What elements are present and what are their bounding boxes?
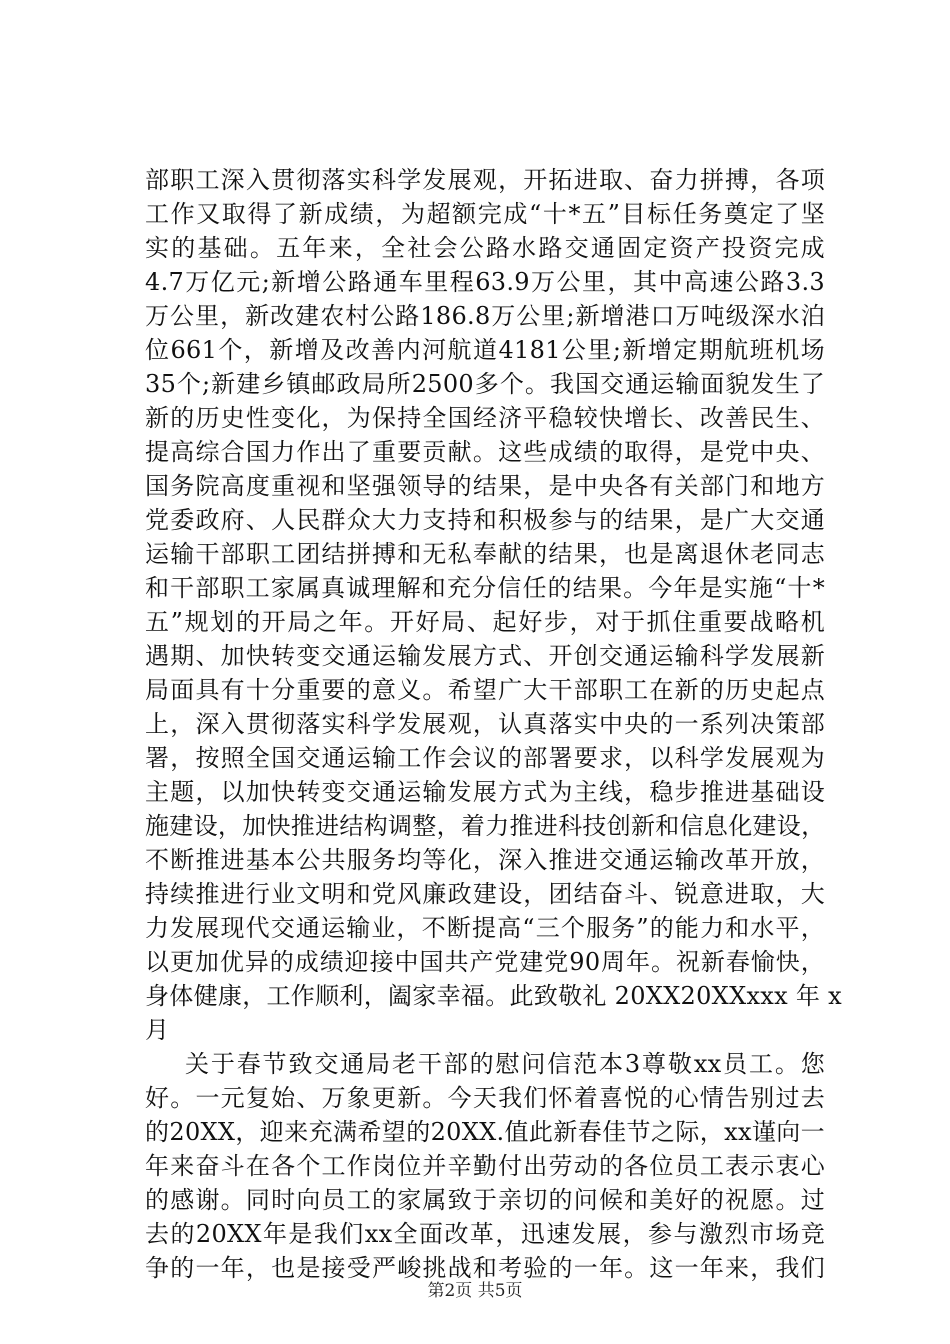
- text-line: 上，深入贯彻落实科学发展观，认真落实中央的一系列决策部: [145, 710, 825, 738]
- text-line: 局面具有十分重要的意义。希望广大干部职工在新的历史起点: [145, 676, 825, 704]
- text-line: 工作又取得了新成绩，为超额完成“十*五”目标任务奠定了坚: [145, 200, 825, 228]
- page-number: 第2页 共5页: [427, 1281, 523, 1301]
- text-line: 争的一年，也是接受严峻挑战和考验的一年。这一年来，我们: [145, 1254, 825, 1282]
- text-line: 实的基础。五年来，全社会公路水路交通固定资产投资完成: [145, 234, 825, 262]
- text-line: 不断推进基本公共服务均等化，深入推进交通运输改革开放，: [145, 846, 825, 874]
- text-line: 关于春节致交通局老干部的慰问信范本3尊敬xx员工。您: [185, 1050, 825, 1078]
- text-line: 国务院高度重视和坚强领导的结果，是中央各有关部门和地方: [145, 472, 825, 500]
- text-line: 身体健康，工作顺利，阖家幸福。此致敬礼 20XX20XXxxx 年 x: [145, 982, 842, 1010]
- text-line: 署，按照全国交通运输工作会议的部署要求，以科学发展观为: [145, 744, 825, 772]
- text-line: 运输干部职工团结拼搏和无私奉献的结果，也是离退休老同志: [145, 540, 825, 568]
- text-line: 新的历史性变化，为保持全国经济平稳较快增长、改善民生、: [145, 404, 825, 432]
- text-line: 五”规划的开局之年。开好局、起好步，对于抓住重要战略机: [145, 608, 825, 636]
- text-line: 持续推进行业文明和党风廉政建设，团结奋斗、锐意进取，大: [145, 880, 825, 908]
- text-line: 万公里，新改建农村公路186.8万公里;新增港口万吨级深水泊: [145, 302, 825, 330]
- text-line: 主题，以加快转变交通运输发展方式为主线，稳步推进基础设: [145, 778, 825, 806]
- text-line: 好。一元复始、万象更新。今天我们怀着喜悦的心情告别过去: [145, 1084, 825, 1112]
- text-line: 党委政府、人民群众大力支持和积极参与的结果，是广大交通: [145, 506, 825, 534]
- text-line: 4.7万亿元;新增公路通车里程63.9万公里，其中高速公路3.3: [145, 268, 825, 296]
- text-line: 部职工深入贯彻落实科学发展观，开拓进取、奋力拼搏，各项: [145, 166, 825, 194]
- text-line: 的感谢。同时向员工的家属致于亲切的问候和美好的祝愿。过: [145, 1186, 825, 1214]
- text-line: 提高综合国力作出了重要贡献。这些成绩的取得，是党中央、: [145, 438, 825, 466]
- text-line: 年来奋斗在各个工作岗位并辛勤付出劳动的各位员工表示衷心: [145, 1152, 825, 1180]
- text-line: 和干部职工家属真诚理解和充分信任的结果。今年是实施“十*: [145, 574, 825, 602]
- text-line: 以更加优异的成绩迎接中国共产党建党90周年。祝新春愉快，: [145, 948, 825, 976]
- text-line: 去的20XX年是我们xx全面改革，迅速发展，参与激烈市场竞: [145, 1220, 825, 1248]
- text-line: 的20XX，迎来充满希望的20XX.值此新春佳节之际，xx谨向一: [145, 1118, 825, 1146]
- text-line: 35个;新建乡镇邮政局所2500多个。我国交通运输面貌发生了: [145, 370, 825, 398]
- text-line: 月: [145, 1016, 170, 1044]
- text-line: 位661个，新增及改善内河航道4181公里;新增定期航班机场: [145, 336, 825, 364]
- text-line: 力发展现代交通运输业，不断提高“三个服务”的能力和水平，: [145, 914, 825, 942]
- document-body: [145, 163, 842, 1285]
- text-line: 遇期、加快转变交通运输发展方式、开创交通运输科学发展新: [145, 642, 825, 670]
- text-line: 施建设，加快推进结构调整，着力推进科技创新和信息化建设，: [145, 812, 826, 840]
